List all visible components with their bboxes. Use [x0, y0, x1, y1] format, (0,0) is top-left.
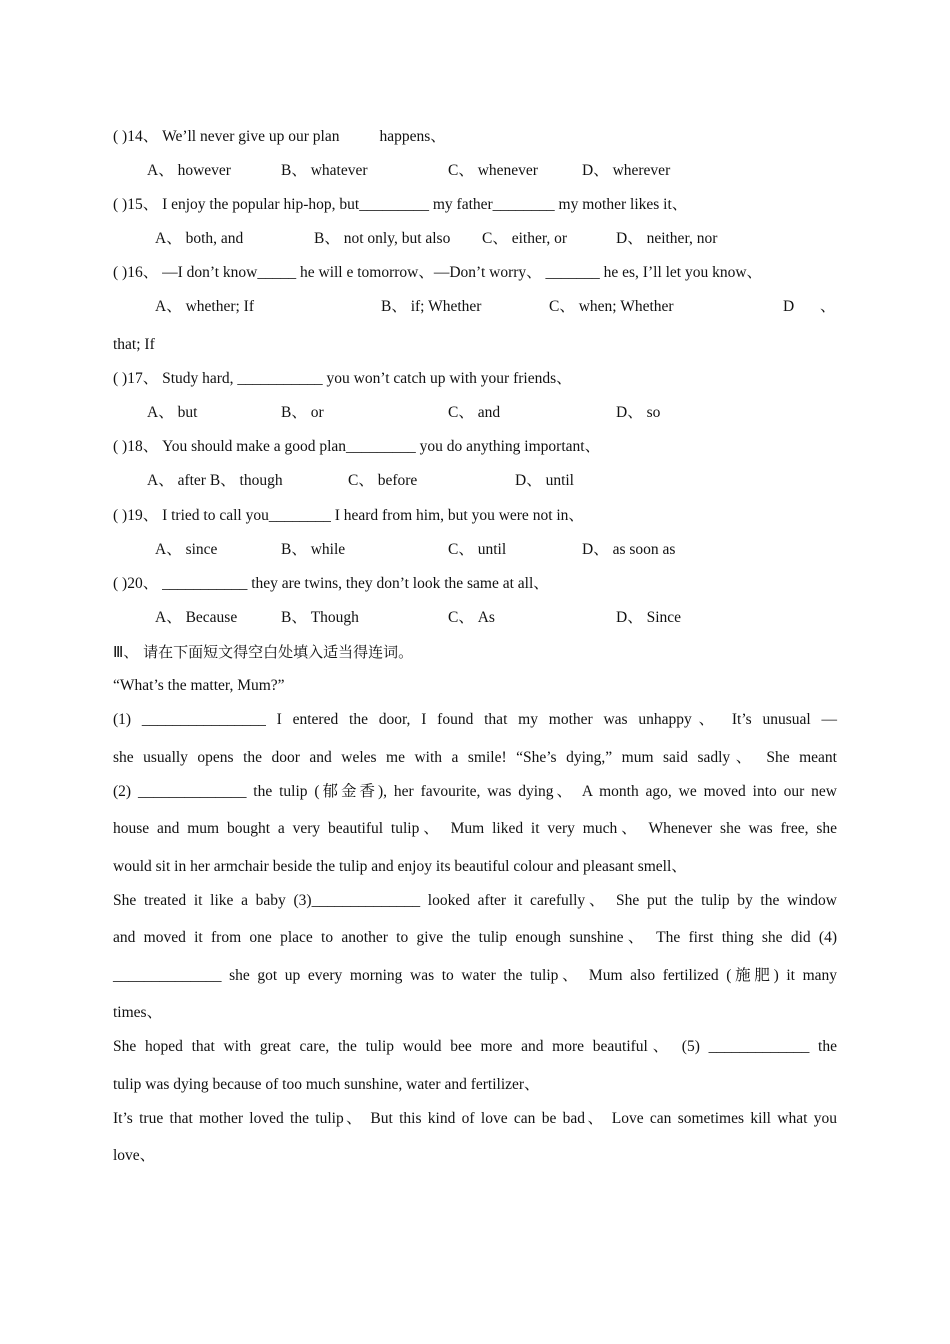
passage-line: love、 [113, 1147, 156, 1164]
q16-option-a: A、 whether; If [155, 298, 254, 315]
question-17-stem: ( )17、 Study hard, ___________ you won’t catch up with your friends、 [113, 370, 572, 387]
q19-option-a: A、 since [155, 541, 218, 558]
section-3-heading: Ⅲ、 请在下面短文得空白处填入适当得连词。 [113, 643, 414, 661]
passage-line: (1) ________________ I entered the door, I found that my mother was unhappy、 It’s unusual — [113, 711, 837, 728]
passage-line: times、 [113, 1004, 163, 1021]
q14-option-d: D、 wherever [582, 162, 671, 179]
q19-option-d: D、 as soon as [582, 541, 676, 558]
passage-line: house and mum bought a very beautiful tulip、 Mum liked it very much、 Whenever she was free, she [113, 820, 837, 837]
q19-option-b: B、 while [281, 541, 346, 558]
q18-option-a-b: A、 after B、 though [147, 472, 283, 489]
q15-option-a: A、 both, and [155, 230, 244, 247]
question-19-stem: ( )19、 I tried to call you________ I heard from him, but you were not in、 [113, 507, 584, 524]
q18-option-d: D、 until [515, 472, 574, 489]
q16-option-c: C、 when; Whether [549, 298, 674, 315]
q20-option-c: C、 As [448, 609, 495, 626]
q16-option-d-letter: D [783, 298, 795, 315]
question-16-stem: ( )16、 —I don’t know_____ he will e tomorrow、—Don’t worry、 _______ he es, I’ll let you know、 [113, 264, 763, 281]
q15-option-d: D、 neither, nor [616, 230, 718, 247]
q17-option-b: B、 or [281, 404, 324, 421]
passage-line: It’s true that mother loved the tulip、 But this kind of love can be bad、 Love can sometimes kill what you [113, 1110, 837, 1127]
q19-option-c: C、 until [448, 541, 507, 558]
passage-line: she usually opens the door and weles me with a smile! “She’s dying,” mum said sadly、 She meant [113, 749, 837, 766]
q14-option-a: A、 however [147, 162, 231, 179]
q20-option-b: B、 Though [281, 609, 359, 626]
q14-stem-end: happens、 [379, 128, 446, 145]
q14-option-c: C、 whenever [448, 162, 538, 179]
passage-line: would sit in her armchair beside the tulip and enjoy its beautiful colour and pleasant smell、 [113, 858, 687, 875]
question-18-stem: ( )18、 You should make a good plan_________ you do anything important、 [113, 438, 601, 455]
q20-option-d: D、 Since [616, 609, 682, 626]
q16-option-b: B、 if; Whether [381, 298, 482, 315]
q14-stem-start: ( )14、 We’ll never give up our plan [113, 128, 340, 145]
passage-title: “What’s the matter, Mum?” [113, 677, 285, 694]
passage-line: She treated it like a baby (3)______________ looked after it carefully、 She put the tulip by the window [113, 892, 837, 909]
question-15-stem: ( )15、 I enjoy the popular hip-hop, but_________ my father________ my mother likes it、 [113, 196, 688, 213]
q17-option-c: C、 and [448, 404, 501, 421]
q17-option-d: D、 so [616, 404, 661, 421]
q16-option-d-separator: 、 [820, 298, 836, 315]
passage-line: She hoped that with great care, the tulip would bee more and more beautiful、 (5) _____________ the [113, 1038, 837, 1055]
q16-option-d-text: that; If [113, 336, 155, 353]
q20-option-a: A、 Because [155, 609, 238, 626]
passage-line: tulip was dying because of too much sunshine, water and fertilizer、 [113, 1076, 540, 1093]
q15-option-b: B、 not only, but also [314, 230, 451, 247]
q15-option-c: C、 either, or [482, 230, 568, 247]
q18-option-c: C、 before [348, 472, 418, 489]
q17-option-a: A、 but [147, 404, 198, 421]
q14-option-b: B、 whatever [281, 162, 368, 179]
question-20-stem: ( )20、 ___________ they are twins, they don’t look the same at all、 [113, 575, 549, 592]
passage-line: (2) ______________ the tulip (郁金香), her favourite, was dying、 A month ago, we moved into our new [113, 783, 837, 800]
passage-line: and moved it from one place to another to give the tulip enough sunshine、 The first thing she did (4) [113, 929, 837, 946]
question-14-stem [113, 127, 446, 147]
passage-line: ______________ she got up every morning was to water the tulip、 Mum also fertilized (施肥) it many [113, 967, 837, 984]
